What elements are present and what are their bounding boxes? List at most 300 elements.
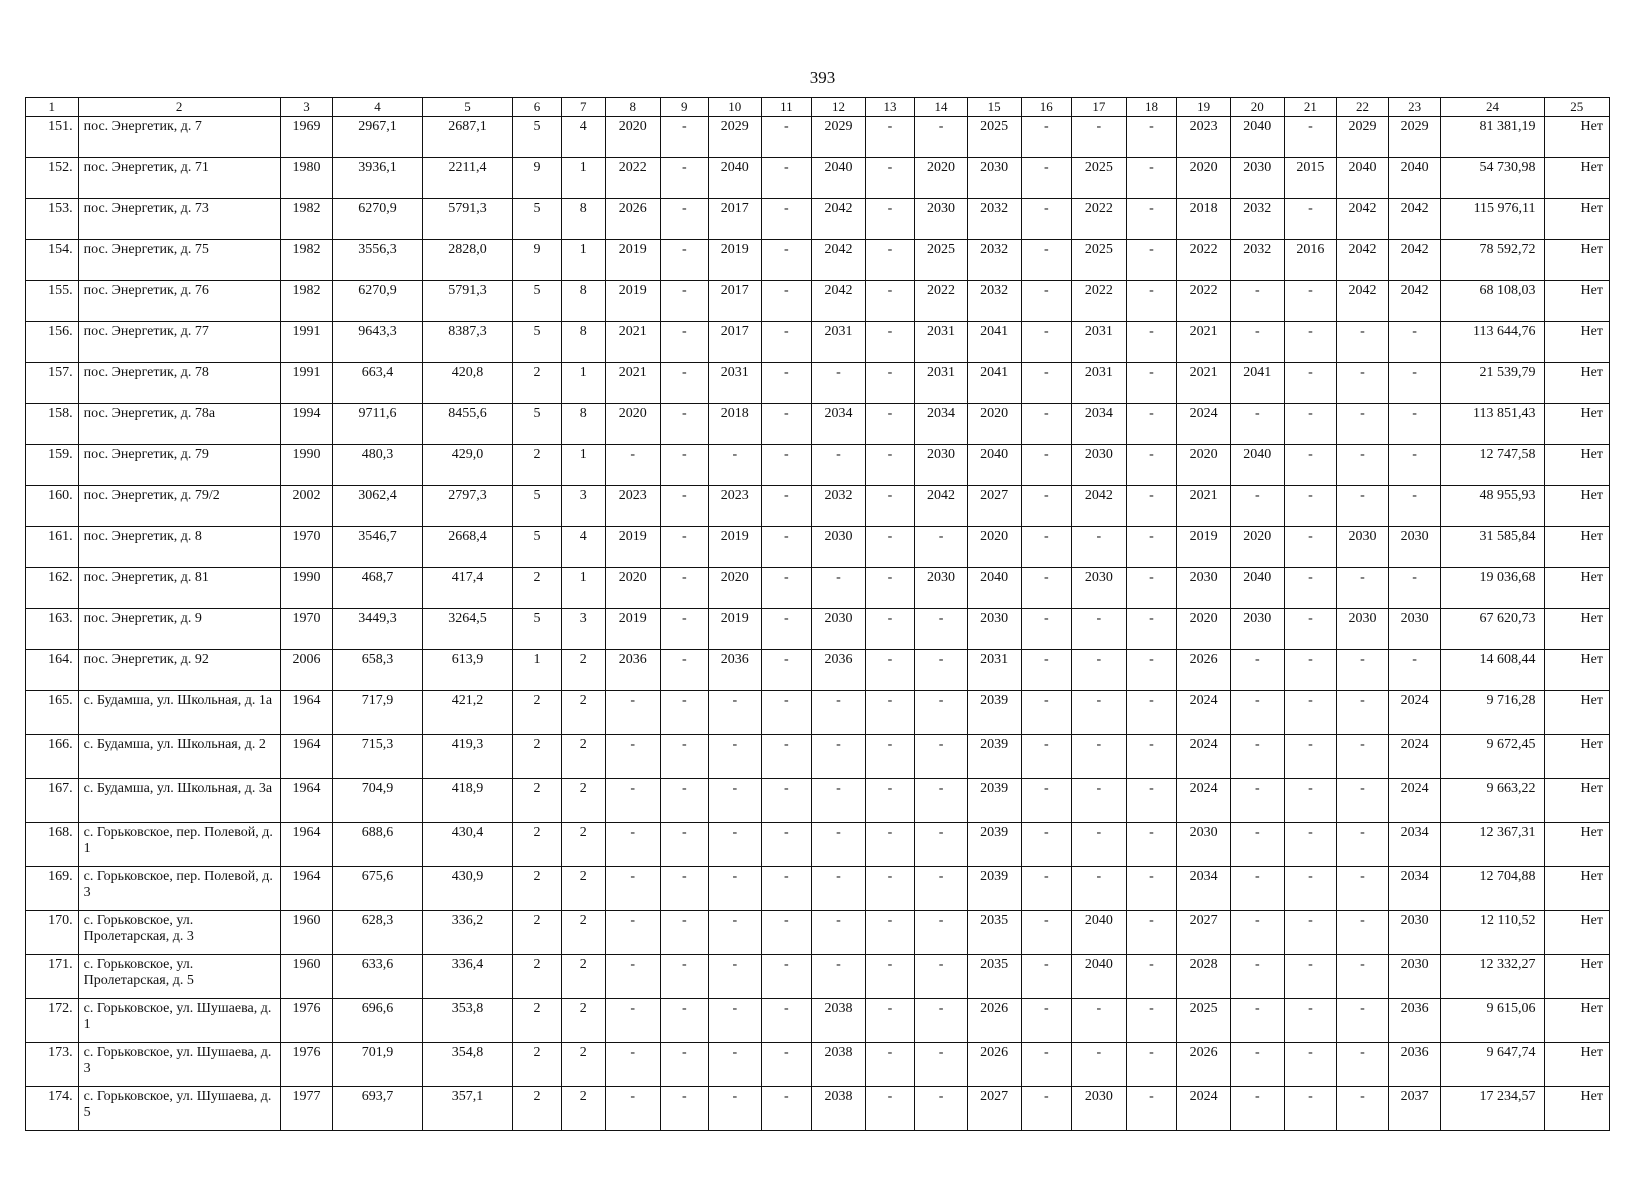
- table-cell-col-4: 628,3: [333, 911, 422, 955]
- table-cell-col-12: 2042: [812, 199, 866, 240]
- table-cell-col-17: -: [1072, 609, 1127, 650]
- table-cell-col-24: 21 539,79: [1441, 363, 1544, 404]
- table-cell-col-10: -: [708, 867, 761, 911]
- table-cell-col-24: 113 851,43: [1441, 404, 1544, 445]
- table-cell-col-19: 2018: [1177, 199, 1231, 240]
- table-cell-col-11: -: [761, 363, 812, 404]
- table-cell-col-10: 2023: [708, 486, 761, 527]
- table-cell-col-19: 2024: [1177, 779, 1231, 823]
- table-cell-col-4: 717,9: [333, 691, 422, 735]
- table-cell-col-14: -: [915, 117, 968, 158]
- table-cell-col-25: Нет: [1544, 240, 1609, 281]
- table-cell-col-16: -: [1021, 867, 1072, 911]
- table-cell-col-16: -: [1021, 281, 1072, 322]
- table-cell-col-4: 675,6: [333, 867, 422, 911]
- table-cell-col-16: -: [1021, 1043, 1072, 1087]
- table-cell-col-23: -: [1388, 486, 1441, 527]
- table-cell-col-13: -: [865, 527, 914, 568]
- table-cell-col-5: 417,4: [422, 568, 513, 609]
- column-header-20: 20: [1230, 98, 1284, 117]
- table-cell-col-11: -: [761, 404, 812, 445]
- table-cell-col-19: 2021: [1177, 363, 1231, 404]
- table-cell-col-2: пос. Энергетик, д. 79: [78, 445, 280, 486]
- table-cell-col-25: Нет: [1544, 999, 1609, 1043]
- table-cell-col-9: -: [660, 609, 708, 650]
- table-cell-col-20: -: [1230, 999, 1284, 1043]
- table-cell-col-14: -: [915, 823, 968, 867]
- column-header-9: 9: [660, 98, 708, 117]
- table-row: [26, 999, 1610, 1043]
- table-cell-col-10: 2031: [708, 363, 761, 404]
- column-header-6: 6: [513, 98, 561, 117]
- table-cell-col-12: -: [812, 955, 866, 999]
- table-cell-col-3: 1960: [280, 911, 333, 955]
- table-cell-col-23: 2040: [1388, 158, 1441, 199]
- table-cell-col-2: пос. Энергетик, д. 75: [78, 240, 280, 281]
- table-cell-col-18: -: [1126, 527, 1177, 568]
- table-cell-col-21: -: [1284, 867, 1337, 911]
- table-cell-col-19: 2020: [1177, 158, 1231, 199]
- table-cell-col-10: -: [708, 823, 761, 867]
- table-cell-col-13: -: [865, 445, 914, 486]
- table-cell-col-11: -: [761, 445, 812, 486]
- header-row: [26, 98, 1610, 117]
- table-cell-col-3: 1970: [280, 609, 333, 650]
- table-row: [26, 445, 1610, 486]
- table-cell-col-12: 2034: [812, 404, 866, 445]
- table-cell-col-5: 336,2: [422, 911, 513, 955]
- table-cell-col-19: 2030: [1177, 823, 1231, 867]
- table-cell-col-25: Нет: [1544, 779, 1609, 823]
- table-cell-col-25: Нет: [1544, 363, 1609, 404]
- table-cell-col-17: 2040: [1072, 911, 1127, 955]
- table-cell-col-5: 2211,4: [422, 158, 513, 199]
- column-header-8: 8: [605, 98, 660, 117]
- table-cell-col-22: 2040: [1337, 158, 1389, 199]
- table-cell-col-20: -: [1230, 911, 1284, 955]
- table-cell-col-9: -: [660, 199, 708, 240]
- table-cell-col-8: 2019: [605, 281, 660, 322]
- table-cell-col-18: -: [1126, 691, 1177, 735]
- table-cell-col-5: 420,8: [422, 363, 513, 404]
- table-cell-col-19: 2020: [1177, 445, 1231, 486]
- table-cell-col-5: 419,3: [422, 735, 513, 779]
- table-cell-col-3: 1990: [280, 445, 333, 486]
- table-cell-col-21: -: [1284, 486, 1337, 527]
- table-cell-col-17: -: [1072, 117, 1127, 158]
- table-cell-col-18: -: [1126, 117, 1177, 158]
- column-header-10: 10: [708, 98, 761, 117]
- table-cell-col-7: 8: [561, 404, 605, 445]
- table-cell-col-21: -: [1284, 117, 1337, 158]
- table-cell-col-12: -: [812, 911, 866, 955]
- table-cell-col-6: 2: [513, 779, 561, 823]
- column-header-22: 22: [1337, 98, 1389, 117]
- table-cell-col-7: 1: [561, 363, 605, 404]
- table-cell-col-6: 1: [513, 650, 561, 691]
- table-cell-col-9: -: [660, 281, 708, 322]
- table-cell-col-16: -: [1021, 240, 1072, 281]
- table-cell-col-23: 2042: [1388, 281, 1441, 322]
- table-cell-col-13: -: [865, 404, 914, 445]
- table-cell-col-11: -: [761, 955, 812, 999]
- table-cell-col-15: 2026: [967, 1043, 1021, 1087]
- table-cell-col-15: 2041: [967, 363, 1021, 404]
- column-header-16: 16: [1021, 98, 1072, 117]
- table-cell-col-14: 2030: [915, 445, 968, 486]
- table-cell-col-10: 2017: [708, 281, 761, 322]
- table-cell-col-5: 357,1: [422, 1087, 513, 1131]
- table-cell-col-4: 693,7: [333, 1087, 422, 1131]
- table-cell-col-6: 5: [513, 322, 561, 363]
- table-cell-col-8: 2020: [605, 117, 660, 158]
- table-cell-col-15: 2020: [967, 527, 1021, 568]
- table-cell-col-21: -: [1284, 1043, 1337, 1087]
- table-cell-col-9: -: [660, 1043, 708, 1087]
- table-cell-col-9: -: [660, 650, 708, 691]
- table-cell-col-7: 2: [561, 691, 605, 735]
- table-cell-col-16: -: [1021, 158, 1072, 199]
- table-cell-col-9: -: [660, 955, 708, 999]
- table-cell-col-24: 113 644,76: [1441, 322, 1544, 363]
- table-cell-col-3: 2002: [280, 486, 333, 527]
- table-cell-col-5: 8387,3: [422, 322, 513, 363]
- table-cell-col-6: 9: [513, 240, 561, 281]
- table-cell-col-11: -: [761, 1087, 812, 1131]
- table-cell-col-5: 5791,3: [422, 199, 513, 240]
- table-cell-col-23: -: [1388, 404, 1441, 445]
- table-cell-col-8: 2021: [605, 322, 660, 363]
- table-cell-col-16: -: [1021, 823, 1072, 867]
- table-cell-col-14: 2042: [915, 486, 968, 527]
- table-cell-col-9: -: [660, 363, 708, 404]
- table-cell-col-16: -: [1021, 999, 1072, 1043]
- table-cell-col-24: 9 716,28: [1441, 691, 1544, 735]
- table-cell-col-15: 2026: [967, 999, 1021, 1043]
- table-cell-col-5: 5791,3: [422, 281, 513, 322]
- table-cell-col-17: -: [1072, 527, 1127, 568]
- table-cell-col-22: -: [1337, 955, 1389, 999]
- table-cell-col-4: 3449,3: [333, 609, 422, 650]
- table-cell-col-8: -: [605, 911, 660, 955]
- table-cell-col-17: 2025: [1072, 158, 1127, 199]
- table-cell-col-20: -: [1230, 1043, 1284, 1087]
- table-cell-col-17: -: [1072, 735, 1127, 779]
- table-cell-col-3: 1964: [280, 735, 333, 779]
- table-cell-col-22: 2029: [1337, 117, 1389, 158]
- table-cell-col-14: 2031: [915, 322, 968, 363]
- table-cell-col-20: 2040: [1230, 445, 1284, 486]
- table-cell-col-4: 468,7: [333, 568, 422, 609]
- table-cell-col-13: -: [865, 117, 914, 158]
- table-cell-col-20: 2030: [1230, 609, 1284, 650]
- table-row: [26, 609, 1610, 650]
- table-cell-col-10: -: [708, 999, 761, 1043]
- table-cell-col-19: 2030: [1177, 568, 1231, 609]
- table-cell-col-6: 2: [513, 568, 561, 609]
- table-cell-col-18: -: [1126, 999, 1177, 1043]
- table-cell-col-9: -: [660, 1087, 708, 1131]
- table-cell-col-5: 354,8: [422, 1043, 513, 1087]
- table-cell-col-16: -: [1021, 955, 1072, 999]
- table-cell-col-10: 2019: [708, 609, 761, 650]
- table-cell-col-24: 81 381,19: [1441, 117, 1544, 158]
- table-cell-col-20: 2030: [1230, 158, 1284, 199]
- table-cell-col-25: Нет: [1544, 650, 1609, 691]
- table-cell-col-16: -: [1021, 779, 1072, 823]
- table-cell-col-23: 2024: [1388, 779, 1441, 823]
- table-cell-col-4: 6270,9: [333, 199, 422, 240]
- table-cell-col-17: 2022: [1072, 281, 1127, 322]
- table-cell-col-11: -: [761, 609, 812, 650]
- table-cell-col-16: -: [1021, 691, 1072, 735]
- table-cell-col-8: 2019: [605, 240, 660, 281]
- table-cell-col-4: 715,3: [333, 735, 422, 779]
- table-cell-col-2: пос. Энергетик, д. 73: [78, 199, 280, 240]
- table-cell-col-5: 8455,6: [422, 404, 513, 445]
- table-cell-col-21: -: [1284, 911, 1337, 955]
- table-cell-col-25: Нет: [1544, 527, 1609, 568]
- table-cell-col-12: -: [812, 867, 866, 911]
- table-row: [26, 363, 1610, 404]
- table-cell-col-20: -: [1230, 823, 1284, 867]
- table-cell-col-5: 2668,4: [422, 527, 513, 568]
- column-header-7: 7: [561, 98, 605, 117]
- table-cell-col-1: 151.: [26, 117, 79, 158]
- table-cell-col-2: с. Горьковское, пер. Полевой, д. 3: [78, 867, 280, 911]
- table-cell-col-20: -: [1230, 322, 1284, 363]
- table-cell-col-11: -: [761, 199, 812, 240]
- table-cell-col-19: 2027: [1177, 911, 1231, 955]
- table-cell-col-25: Нет: [1544, 1043, 1609, 1087]
- table-cell-col-8: -: [605, 999, 660, 1043]
- table-cell-col-1: 170.: [26, 911, 79, 955]
- table-row: [26, 867, 1610, 911]
- table-cell-col-24: 12 332,27: [1441, 955, 1544, 999]
- table-cell-col-14: -: [915, 609, 968, 650]
- table-cell-col-4: 3546,7: [333, 527, 422, 568]
- table-cell-col-16: -: [1021, 404, 1072, 445]
- table-cell-col-22: -: [1337, 999, 1389, 1043]
- table-cell-col-11: -: [761, 735, 812, 779]
- table-cell-col-19: 2022: [1177, 281, 1231, 322]
- table-cell-col-6: 2: [513, 691, 561, 735]
- table-cell-col-7: 3: [561, 609, 605, 650]
- table-cell-col-19: 2024: [1177, 691, 1231, 735]
- table-cell-col-16: -: [1021, 609, 1072, 650]
- table-cell-col-5: 418,9: [422, 779, 513, 823]
- table-row: [26, 322, 1610, 363]
- table-cell-col-21: -: [1284, 363, 1337, 404]
- table-cell-col-5: 2797,3: [422, 486, 513, 527]
- table-cell-col-4: 3556,3: [333, 240, 422, 281]
- table-cell-col-18: -: [1126, 1087, 1177, 1131]
- table-cell-col-17: -: [1072, 650, 1127, 691]
- table-cell-col-7: 2: [561, 650, 605, 691]
- table-cell-col-15: 2035: [967, 911, 1021, 955]
- table-cell-col-12: 2036: [812, 650, 866, 691]
- table-cell-col-18: -: [1126, 867, 1177, 911]
- table-cell-col-23: -: [1388, 363, 1441, 404]
- table-cell-col-3: 1994: [280, 404, 333, 445]
- table-cell-col-5: 429,0: [422, 445, 513, 486]
- table-cell-col-8: -: [605, 867, 660, 911]
- table-cell-col-16: -: [1021, 911, 1072, 955]
- table-cell-col-4: 663,4: [333, 363, 422, 404]
- table-cell-col-4: 2967,1: [333, 117, 422, 158]
- table-cell-col-24: 9 647,74: [1441, 1043, 1544, 1087]
- table-cell-col-2: пос. Энергетик, д. 78: [78, 363, 280, 404]
- table-cell-col-20: -: [1230, 691, 1284, 735]
- table-cell-col-12: 2040: [812, 158, 866, 199]
- table-cell-col-17: 2034: [1072, 404, 1127, 445]
- column-header-17: 17: [1072, 98, 1127, 117]
- table-cell-col-2: с. Будамша, ул. Школьная, д. 2: [78, 735, 280, 779]
- table-cell-col-15: 2039: [967, 735, 1021, 779]
- table-cell-col-8: 2023: [605, 486, 660, 527]
- table-cell-col-16: -: [1021, 568, 1072, 609]
- table-cell-col-15: 2039: [967, 823, 1021, 867]
- table-cell-col-3: 1960: [280, 955, 333, 999]
- table-cell-col-15: 2032: [967, 240, 1021, 281]
- table-cell-col-19: 2021: [1177, 322, 1231, 363]
- column-header-18: 18: [1126, 98, 1177, 117]
- table-cell-col-4: 658,3: [333, 650, 422, 691]
- table-cell-col-11: -: [761, 911, 812, 955]
- table-cell-col-20: -: [1230, 1087, 1284, 1131]
- table-cell-col-19: 2024: [1177, 1087, 1231, 1131]
- table-cell-col-18: -: [1126, 650, 1177, 691]
- table-cell-col-7: 8: [561, 281, 605, 322]
- table-cell-col-15: 2025: [967, 117, 1021, 158]
- table-cell-col-10: 2019: [708, 527, 761, 568]
- column-header-21: 21: [1284, 98, 1337, 117]
- table-cell-col-9: -: [660, 779, 708, 823]
- table-cell-col-20: -: [1230, 486, 1284, 527]
- column-header-12: 12: [812, 98, 866, 117]
- table-cell-col-2: пос. Энергетик, д. 92: [78, 650, 280, 691]
- table-cell-col-22: -: [1337, 867, 1389, 911]
- table-cell-col-10: -: [708, 955, 761, 999]
- table-cell-col-9: -: [660, 240, 708, 281]
- table-cell-col-24: 12 110,52: [1441, 911, 1544, 955]
- table-cell-col-23: -: [1388, 445, 1441, 486]
- table-cell-col-4: 6270,9: [333, 281, 422, 322]
- table-cell-col-2: с. Горьковское, пер. Полевой, д. 1: [78, 823, 280, 867]
- table-cell-col-25: Нет: [1544, 158, 1609, 199]
- housing-table: [25, 97, 1610, 1131]
- table-cell-col-7: 4: [561, 117, 605, 158]
- table-cell-col-12: -: [812, 735, 866, 779]
- table-cell-col-21: -: [1284, 609, 1337, 650]
- table-cell-col-4: 688,6: [333, 823, 422, 867]
- table-cell-col-5: 3264,5: [422, 609, 513, 650]
- table-cell-col-25: Нет: [1544, 911, 1609, 955]
- table-cell-col-18: -: [1126, 445, 1177, 486]
- table-cell-col-14: -: [915, 650, 968, 691]
- table-cell-col-25: Нет: [1544, 445, 1609, 486]
- table-cell-col-10: -: [708, 1043, 761, 1087]
- table-cell-col-18: -: [1126, 609, 1177, 650]
- table-cell-col-19: 2021: [1177, 486, 1231, 527]
- column-header-14: 14: [915, 98, 968, 117]
- table-cell-col-15: 2031: [967, 650, 1021, 691]
- table-cell-col-25: Нет: [1544, 1087, 1609, 1131]
- table-cell-col-7: 1: [561, 158, 605, 199]
- table-cell-col-4: 3936,1: [333, 158, 422, 199]
- table-cell-col-15: 2041: [967, 322, 1021, 363]
- table-cell-col-7: 2: [561, 1087, 605, 1131]
- table-cell-col-3: 1991: [280, 363, 333, 404]
- table-cell-col-7: 2: [561, 823, 605, 867]
- table-cell-col-24: 9 615,06: [1441, 999, 1544, 1043]
- table-cell-col-1: 168.: [26, 823, 79, 867]
- table-cell-col-10: -: [708, 779, 761, 823]
- table-cell-col-13: -: [865, 363, 914, 404]
- table-cell-col-24: 9 663,22: [1441, 779, 1544, 823]
- table-cell-col-12: -: [812, 823, 866, 867]
- table-cell-col-6: 2: [513, 1087, 561, 1131]
- table-cell-col-24: 14 608,44: [1441, 650, 1544, 691]
- table-cell-col-20: 2040: [1230, 117, 1284, 158]
- table-cell-col-22: -: [1337, 650, 1389, 691]
- table-cell-col-3: 1982: [280, 281, 333, 322]
- table-cell-col-23: 2030: [1388, 955, 1441, 999]
- table-cell-col-2: с. Горьковское, ул. Пролетарская, д. 5: [78, 955, 280, 999]
- table-cell-col-25: Нет: [1544, 404, 1609, 445]
- table-cell-col-5: 353,8: [422, 999, 513, 1043]
- table-cell-col-3: 1976: [280, 999, 333, 1043]
- table-cell-col-17: 2030: [1072, 568, 1127, 609]
- table-cell-col-6: 2: [513, 363, 561, 404]
- table-cell-col-7: 1: [561, 445, 605, 486]
- table-cell-col-10: 2017: [708, 322, 761, 363]
- table-cell-col-10: 2018: [708, 404, 761, 445]
- table-cell-col-21: -: [1284, 650, 1337, 691]
- table-cell-col-12: 2031: [812, 322, 866, 363]
- table-cell-col-10: -: [708, 735, 761, 779]
- table-cell-col-17: -: [1072, 1043, 1127, 1087]
- table-cell-col-11: -: [761, 823, 812, 867]
- table-header: [26, 98, 1610, 117]
- table-cell-col-14: -: [915, 911, 968, 955]
- table-cell-col-1: 154.: [26, 240, 79, 281]
- table-cell-col-21: -: [1284, 568, 1337, 609]
- table-cell-col-21: 2015: [1284, 158, 1337, 199]
- table-cell-col-3: 2006: [280, 650, 333, 691]
- table-cell-col-7: 3: [561, 486, 605, 527]
- table-cell-col-24: 68 108,03: [1441, 281, 1544, 322]
- table-body: [26, 117, 1610, 1131]
- table-cell-col-18: -: [1126, 363, 1177, 404]
- table-cell-col-2: с. Горьковское, ул. Шушаева, д. 3: [78, 1043, 280, 1087]
- table-row: [26, 527, 1610, 568]
- table-cell-col-12: -: [812, 363, 866, 404]
- table-cell-col-19: 2025: [1177, 999, 1231, 1043]
- table-cell-col-8: -: [605, 445, 660, 486]
- table-cell-col-1: 153.: [26, 199, 79, 240]
- table-cell-col-15: 2039: [967, 691, 1021, 735]
- table-cell-col-10: 2019: [708, 240, 761, 281]
- table-cell-col-19: 2022: [1177, 240, 1231, 281]
- table-cell-col-16: -: [1021, 445, 1072, 486]
- table-cell-col-2: пос. Энергетик, д. 79/2: [78, 486, 280, 527]
- table-cell-col-13: -: [865, 486, 914, 527]
- table-cell-col-2: пос. Энергетик, д. 71: [78, 158, 280, 199]
- table-cell-col-17: -: [1072, 999, 1127, 1043]
- table-cell-col-2: с. Горьковское, ул. Шушаева, д. 1: [78, 999, 280, 1043]
- table-cell-col-14: -: [915, 999, 968, 1043]
